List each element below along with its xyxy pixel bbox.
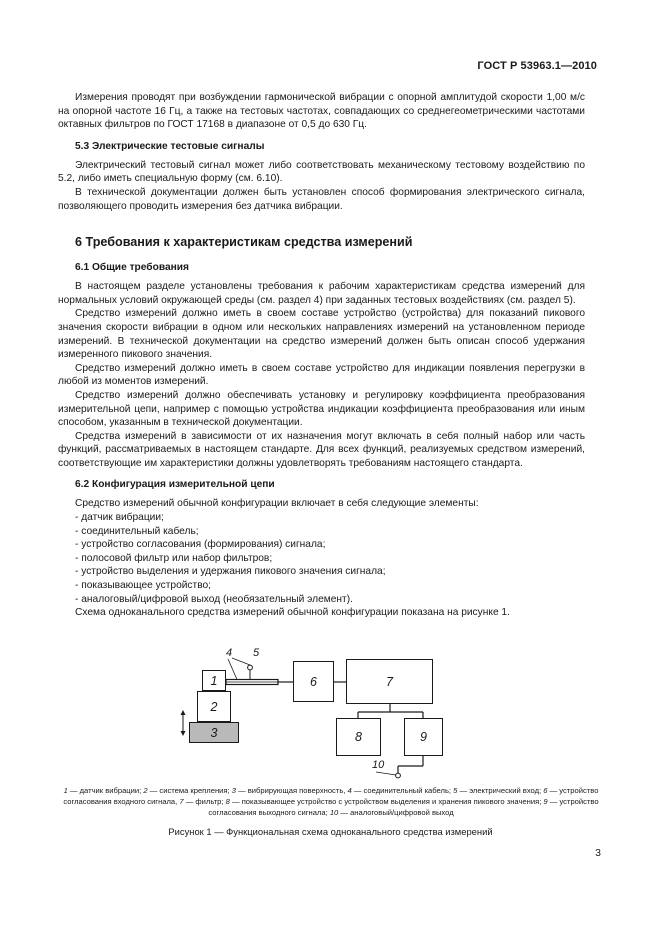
- paragraph: Схема одноканального средства измерений обычной конфигурации показана на рисунке 1.: [75, 607, 510, 619]
- list-item: - показывающее устройство;: [75, 579, 585, 593]
- figure-caption: Рисунок 1 — Функциональная схема одноканального средства измерений: [168, 826, 493, 837]
- paragraph: В настоящем разделе установлены требования к рабочим характеристикам средства измерений для нормальных условий окружающей среды (см. раздел 4) при заданных тестовых воздействиях (см. раздел 5).: [58, 281, 585, 306]
- legend-entry: 5 — электрический вход;: [453, 786, 544, 795]
- legend-entry: 8 — показывающее устройство с устройством выделения и хранения пикового значения;: [225, 797, 544, 807]
- section-6-title: 6 Требования к характеристикам средства измерений: [75, 235, 413, 250]
- list-item: - соединительный кабель;: [75, 525, 585, 539]
- paragraph: В технической документации должен быть установлен способ формирования электрического сигнала, позволяющего проводить измерения без датчика вибрации.: [58, 186, 585, 212]
- output-terminal: [396, 773, 401, 778]
- element-list: [58, 511, 585, 606]
- block-output-conditioner: 9: [404, 718, 443, 756]
- list-item: - аналоговый/цифровой выход (необязательный элемент).: [75, 593, 585, 607]
- legend-entry: 6 — устройство согласования входного сигнала,: [63, 786, 599, 807]
- label-output: 10: [372, 759, 385, 771]
- block-filter: 7: [346, 659, 433, 704]
- legend-entry: 10 — аналоговый/цифровой выход: [329, 808, 454, 818]
- input-terminal: [248, 665, 253, 670]
- label-input: 5: [253, 647, 260, 659]
- intro-paragraph: Измерения проводят при возбуждении гармонической вибрации с опорной амплитудой скорости 1,00 м/с на опорной частоте 16 Гц, а также на тестовых частотах, совпадающих со среднегеометрическими частотами октавных фильтров по ГОСТ 17168 в диапазоне от 0,5 до 630 Гц.: [58, 92, 585, 131]
- legend-entry: 3 — вибрирующая поверхность,: [231, 786, 348, 795]
- block-vibrating-surface: 3: [189, 722, 239, 743]
- list-item: - полосовой фильтр или набор фильтров;: [75, 552, 585, 566]
- paragraph: Электрический тестовый сигнал может либо соответствовать механическому тестовому воздействию по 5.2, либо иметь специальную форму (см. 6.10).: [58, 159, 585, 185]
- section-6-1-title: 6.1 Общие требования: [75, 262, 189, 274]
- block-mount: 2: [197, 691, 231, 722]
- legend-entry: 4 — соединительный кабель;: [347, 786, 454, 795]
- legend-entry: 2 — система крепления;: [143, 786, 232, 795]
- page-body: [58, 91, 585, 620]
- section-6-2-title: 6.2 Конфигурация измерительной цепи: [75, 479, 275, 491]
- paragraph: Средство измерений должно иметь в своем составе устройство (устройства) для показаний пикового значения скорости вибрации в одном или нескольких направлениях измерений на установленном периоде измерений. В технической документации на средство измерений должен быть описан способ удержания измеренного пикового значения.: [58, 308, 585, 361]
- legend-entry: 7 — фильтр;: [179, 797, 226, 807]
- paragraph: Средство измерений должно иметь в своем составе устройство для индикации появления перегрузки в любой из моментов измерений.: [58, 362, 585, 388]
- page-number: 3: [595, 847, 601, 859]
- list-item: - устройство согласования (формирования) сигнала;: [75, 538, 585, 552]
- block-display: 8: [336, 718, 381, 756]
- figure-1-diagram: [180, 646, 440, 786]
- list-item: - датчик вибрации;: [75, 511, 585, 525]
- legend-entry: 1 — датчик вибрации;: [63, 786, 144, 795]
- list-item: - устройство выделения и удержания пикового значения сигнала;: [75, 565, 585, 579]
- block-input-conditioner: 6: [293, 661, 334, 702]
- paragraph: Средство измерений должно обеспечивать установку и регулировку коэффициента преобразования измерительной цепи, например с помощью устройства индикации коэффициента преобразования или иным способом, указанным в технической документации.: [58, 389, 585, 429]
- section-5-3-title: 5.3 Электрические тестовые сигналы: [75, 140, 265, 152]
- figure-legend: [58, 785, 604, 819]
- label-cable: 4: [226, 647, 233, 659]
- legend-entry: 9 — устройство согласования выходного сигнала;: [208, 797, 599, 818]
- paragraph: Средства измерений в зависимости от их назначения могут включать в себя полный набор или часть функций, рассматриваемых в настоящем стандарте. Для всех функций, реализуемых средством измерений, соответствующие им характеристики должны удовлетворять требованиям настоящего стандарта.: [58, 430, 585, 469]
- block-sensor: 1: [202, 670, 226, 691]
- paragraph: Средство измерений обычной конфигурации включает в себя следующие элементы:: [75, 498, 479, 510]
- document-number-header: ГОСТ Р 53963.1—2010: [477, 60, 597, 72]
